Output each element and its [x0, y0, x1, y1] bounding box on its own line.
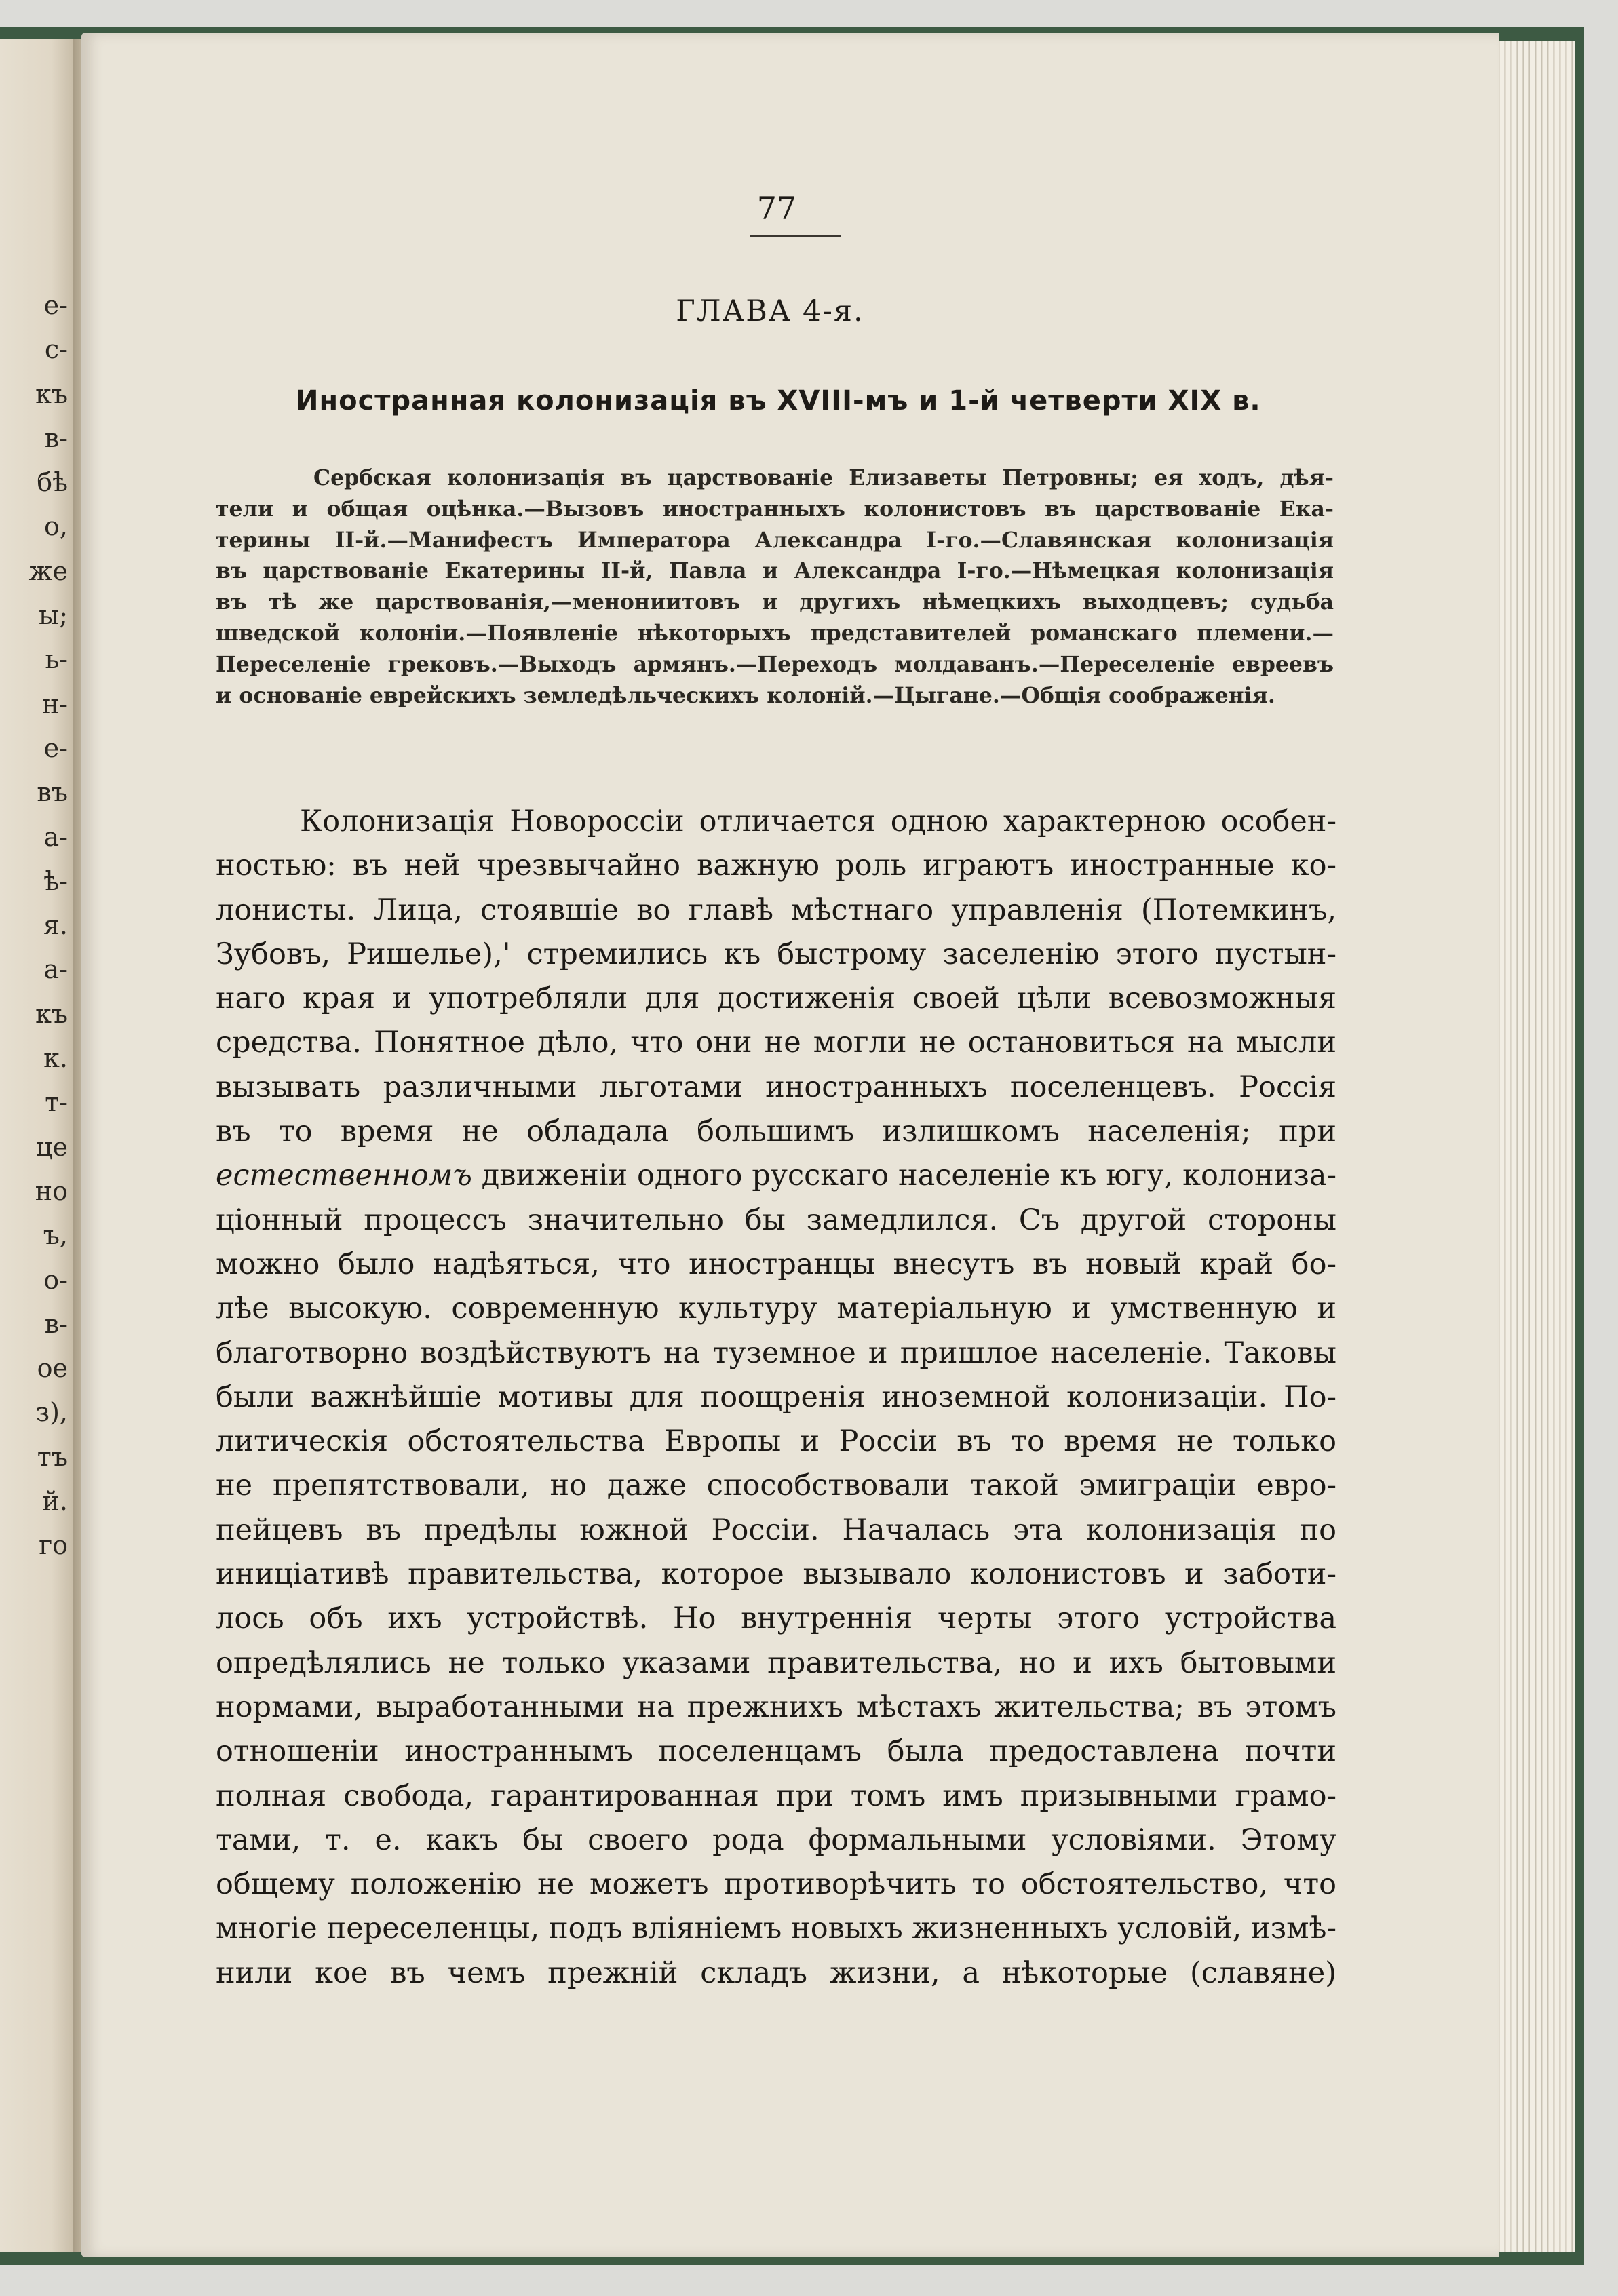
left-fragment: це [36, 1131, 68, 1162]
left-page-text-fragments [0, 284, 68, 1568]
body-line: ностью: въ ней чрезвычайно важную роль играютъ иностранные ко- [216, 849, 1336, 883]
summary-line: и основаніе еврейскихъ земледѣльческихъ колоній.—Цыгане.—Общія соображенія. [216, 682, 1275, 708]
page-number: 77 [756, 190, 797, 227]
body-line: отношеніи иностраннымъ поселенцамъ была предоставлена почти [216, 1734, 1336, 1769]
body-line: ціонный процессъ значительно бы замедлился. Съ другой стороны [216, 1203, 1336, 1237]
left-fragment: ъ, [43, 1220, 68, 1251]
left-fragment: т- [45, 1087, 68, 1118]
body-line: пейцевъ въ предѣлы южной Россіи. Началась эта колонизація по [216, 1513, 1336, 1547]
body-line: наго края и употребляли для достиженія своей цѣли всевозможныя [216, 981, 1336, 1016]
body-line: вызывать различными льготами иностранныхъ поселенцевъ. Россія [216, 1070, 1336, 1104]
body-line: общему положенію не можетъ противорѣчить то обстоятельство, что [216, 1867, 1336, 1902]
italic-emphasis: естественномъ [216, 1159, 472, 1193]
summary-line: Сербская колонизація въ царствованіе Елизаветы Петровны; ея ходъ, дѣя- [313, 465, 1334, 490]
left-fragment: й. [42, 1486, 68, 1517]
left-fragment: а- [43, 954, 68, 985]
body-line: Зубовъ, Ришелье),' стремились къ быстрому заселенію этого пустын- [216, 937, 1336, 971]
left-fragment: ѣ- [43, 865, 68, 896]
body-line: иниціативѣ правительства, которое вызывало колонистовъ и заботи- [216, 1557, 1336, 1592]
left-fragment: в- [44, 1308, 68, 1339]
body-line: лось объ ихъ устройствѣ. Но внутреннія черты этого устройства [216, 1601, 1336, 1636]
body-line: Колонизація Новороссіи отличается одною характерною особен- [300, 804, 1336, 838]
left-fragment: тъ [37, 1441, 68, 1472]
left-fragment: но [35, 1175, 68, 1206]
body-line: были важнѣйшіе мотивы для поощренія иноземной колонизаціи. По- [216, 1380, 1336, 1414]
body-line: полная свобода, гарантированная при томъ имъ призывными грамо- [216, 1778, 1336, 1813]
body-line: естественномъ движеніи одного русскаго населеніе къ югу, колониза- [216, 1159, 1336, 1193]
summary-line: терины II-й.—Манифестъ Императора Александра I-го.—Славянская колонизація [216, 527, 1334, 553]
left-fragment: ы; [38, 600, 68, 631]
body-line: въ то время не обладала большимъ излишкомъ населенія; при [216, 1114, 1336, 1149]
left-fragment: я. [43, 910, 68, 941]
left-fragment: о- [43, 1264, 68, 1295]
summary-line: шведской колоніи.—Появленіе нѣкоторыхъ представителей романскаго племени.— [216, 620, 1334, 646]
left-fragment: е- [43, 290, 68, 320]
left-fragment: к. [43, 1043, 68, 1074]
summary-line: тели и общая оцѣнка.—Вызовъ иностранныхъ колонистовъ въ царствованіе Ека- [216, 496, 1334, 522]
left-fragment: о, [44, 511, 68, 542]
left-fragment: в- [44, 423, 68, 453]
left-fragment: къ [35, 378, 68, 409]
right-page [81, 33, 1499, 2257]
body-line: средства. Понятное дѣло, что они не могли не остановиться на мысли [216, 1026, 1336, 1060]
body-line: литическія обстоятельства Европы и Россіи въ то время не только [216, 1424, 1336, 1459]
left-fragment: къ [35, 998, 68, 1029]
summary-line: Переселеніе грековъ.—Выходъ армянъ.—Переходъ молдаванъ.—Переселеніе евреевъ [216, 651, 1334, 677]
chapter-summary [216, 465, 1334, 714]
chapter-title: ГЛАВА 4-я. [676, 294, 864, 328]
left-fragment: е- [43, 733, 68, 763]
body-line: тами, т. е. какъ бы своего рода формальными условіями. Этому [216, 1823, 1336, 1857]
left-fragment: ое [37, 1353, 68, 1384]
body-line: можно было надѣяться, что иностранцы внесутъ въ новый край бо- [216, 1247, 1336, 1281]
body-text [216, 804, 1336, 2000]
left-fragment: го [39, 1530, 68, 1561]
left-fragment: з), [35, 1397, 68, 1428]
body-line: нормами, выработанными на прежнихъ мѣстахъ жительства; въ этомъ [216, 1690, 1336, 1724]
left-fragment: въ [37, 777, 68, 808]
left-fragment: бѣ [37, 467, 68, 498]
left-fragment: же [28, 556, 68, 586]
left-fragment: ь- [45, 644, 68, 675]
summary-line: въ царствованіе Екатерины II-й, Павла и Александра I-го.—Нѣмецкая колонизація [216, 558, 1334, 584]
left-fragment: а- [43, 821, 68, 852]
left-fragment: с- [44, 334, 68, 365]
body-line: нили кое въ чемъ прежній складъ жизни, а нѣкоторые (славяне) [216, 1956, 1336, 1990]
body-line: многіе переселенцы, подъ вліяніемъ новыхъ жизненныхъ условій, измѣ- [216, 1911, 1336, 1946]
left-fragment: н- [41, 688, 68, 719]
summary-line: въ тѣ же царствованія,—менониитовъ и другихъ нѣмецкихъ выходцевъ; судьба [216, 589, 1334, 615]
body-line: не препятствовали, но даже способствовали такой эмиграціи евро- [216, 1468, 1336, 1503]
left-page [0, 39, 73, 2252]
body-line: лѣе высокую. современную культуру матеріальную и умственную и [216, 1291, 1336, 1326]
page-edges [1492, 41, 1575, 2252]
body-line: опредѣлялись не только указами правительства, но и ихъ бытовыми [216, 1646, 1336, 1680]
chapter-subtitle: Иностранная колонизація въ XVIII-мъ и 1-й четверти XIX в. [296, 385, 1261, 416]
page-number-rule [750, 235, 841, 237]
body-line: благотворно воздѣйствуютъ на туземное и пришлое населеніе. Таковы [216, 1336, 1336, 1370]
body-line: лонисты. Лица, стоявшіе во главѣ мѣстнаго управленія (Потемкинъ, [216, 893, 1336, 927]
